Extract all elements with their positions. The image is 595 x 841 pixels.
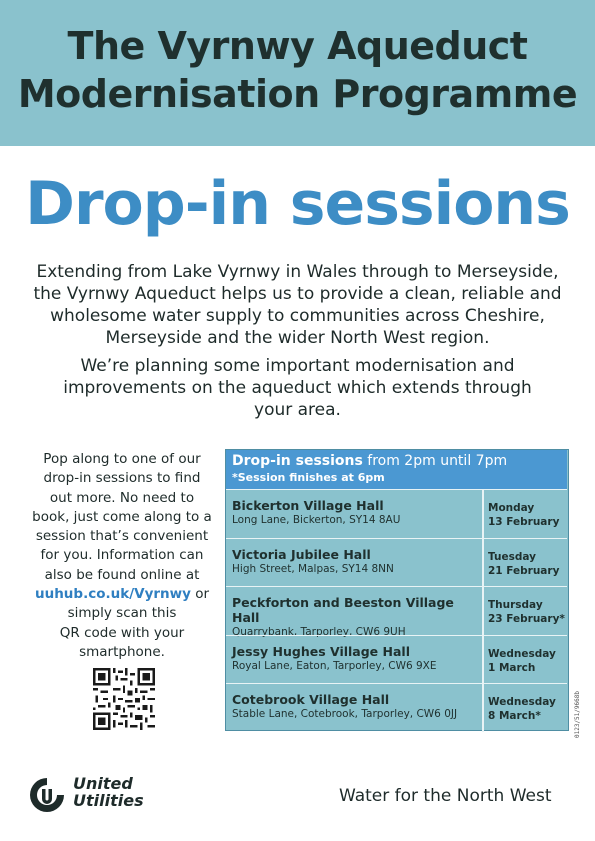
programme-title xyxy=(0,22,595,118)
venue xyxy=(232,595,480,639)
sessions-header-line xyxy=(232,453,561,470)
session-day: Tuesday xyxy=(488,550,536,563)
qr-code[interactable] xyxy=(93,668,155,730)
column-divider xyxy=(482,587,484,635)
session-row xyxy=(226,489,567,538)
website-link[interactable]: uuhub.co.uk/Vyrnwy xyxy=(34,586,191,603)
planning-line: your area. xyxy=(254,400,341,420)
info-line: QR code with your xyxy=(59,624,185,641)
sessions-header-time: from 2pm until 7pm xyxy=(362,453,508,469)
sessions-table-header xyxy=(226,450,567,489)
column-divider xyxy=(482,636,484,684)
sessions-table xyxy=(225,449,569,731)
venue xyxy=(232,498,480,527)
drop-in-headline: Drop-in sessions xyxy=(25,169,570,239)
logo-line-2: Utilities xyxy=(73,791,144,810)
sessions-header-bold: Drop-in sessions xyxy=(232,453,363,469)
session-date-value: 21 February xyxy=(488,564,560,577)
info-line: book, just come along to a xyxy=(32,508,212,525)
planning-paragraph xyxy=(50,355,545,421)
venue-name: Bickerton Village Hall xyxy=(232,498,384,513)
united-utilities-logo-text xyxy=(73,775,144,809)
session-date-value: 13 February xyxy=(488,516,560,528)
info-line: out more. No need to xyxy=(49,489,195,506)
session-date-value: 23 February* xyxy=(488,613,565,625)
session-row xyxy=(226,683,567,732)
info-link-line xyxy=(26,585,218,604)
info-line-suffix: or xyxy=(190,586,210,603)
info-line: Pop along to one of our xyxy=(43,451,201,467)
intro-line: Merseyside and the wider North West region. xyxy=(105,328,490,348)
session-row xyxy=(226,538,567,587)
info-line: smartphone. xyxy=(79,643,165,660)
venue-name: Victoria Jubilee Hall xyxy=(232,546,371,562)
venue-name: Peckforton and Beeston Village Hall xyxy=(232,595,454,625)
session-date-value: 8 March* xyxy=(488,710,541,722)
logo-line-1: United xyxy=(73,774,133,793)
info-line: session that’s convenient xyxy=(35,528,209,545)
intro-line: wholesome water supply to communities across Cheshire, xyxy=(50,306,545,326)
print-code: 0123/51/9668b xyxy=(574,691,581,738)
session-row xyxy=(226,586,567,638)
session-day: Wednesday xyxy=(488,696,556,708)
session-day: Wednesday xyxy=(488,647,556,660)
venue-address: Quarrybank, Tarporley, CW6 9UH xyxy=(232,626,406,638)
planning-line: We’re planning some important modernisation and xyxy=(80,356,515,376)
session-date-value: 1 March xyxy=(488,661,536,674)
session-date xyxy=(488,501,568,529)
planning-line: improvements on the aqueduct which extends through xyxy=(63,378,532,398)
title-line-1: The Vyrnwy Aqueduct xyxy=(67,24,528,68)
united-utilities-logo-icon xyxy=(26,775,68,815)
info-line: also be found online at xyxy=(44,566,200,583)
session-date xyxy=(488,598,568,626)
venue-address: Stable Lane, Cotebrook, Tarporley, CW6 0JJ xyxy=(232,708,458,720)
session-day: Thursday xyxy=(488,599,543,611)
column-divider xyxy=(482,539,484,587)
intro-paragraph xyxy=(24,261,571,349)
venue-name: Jessy Hughes Village Hall xyxy=(232,643,410,659)
info-paragraph xyxy=(26,450,218,662)
session-date xyxy=(488,550,568,578)
intro-line: Extending from Lake Vyrnwy in Wales through to Merseyside, xyxy=(36,262,559,282)
venue-address: Royal Lane, Eaton, Tarporley, CW6 9XE xyxy=(232,659,437,672)
title-line-2: Modernisation Programme xyxy=(17,72,578,116)
column-divider xyxy=(482,490,484,538)
venue-name: Cotebrook Village Hall xyxy=(232,692,390,707)
info-line: drop-in sessions to find xyxy=(43,470,201,487)
venue xyxy=(232,547,480,576)
session-date xyxy=(488,647,568,675)
intro-line: the Vyrnwy Aqueduct helps us to provide a clean, reliable and xyxy=(33,284,562,304)
sessions-header-note: *Session finishes at 6pm xyxy=(232,471,385,484)
united-utilities-logo xyxy=(26,771,156,817)
session-row xyxy=(226,635,567,684)
venue-address: High Street, Malpas, SY14 8NN xyxy=(232,562,394,575)
venue xyxy=(232,644,480,673)
venue-address: Long Lane, Bickerton, SY14 8AU xyxy=(232,514,401,526)
info-line: simply scan this xyxy=(67,605,177,622)
session-day: Monday xyxy=(488,502,535,514)
session-date xyxy=(488,695,568,723)
column-divider xyxy=(482,684,484,732)
venue xyxy=(232,692,480,721)
tagline: Water for the North West xyxy=(339,786,552,806)
info-line: for you. Information can xyxy=(40,547,204,564)
